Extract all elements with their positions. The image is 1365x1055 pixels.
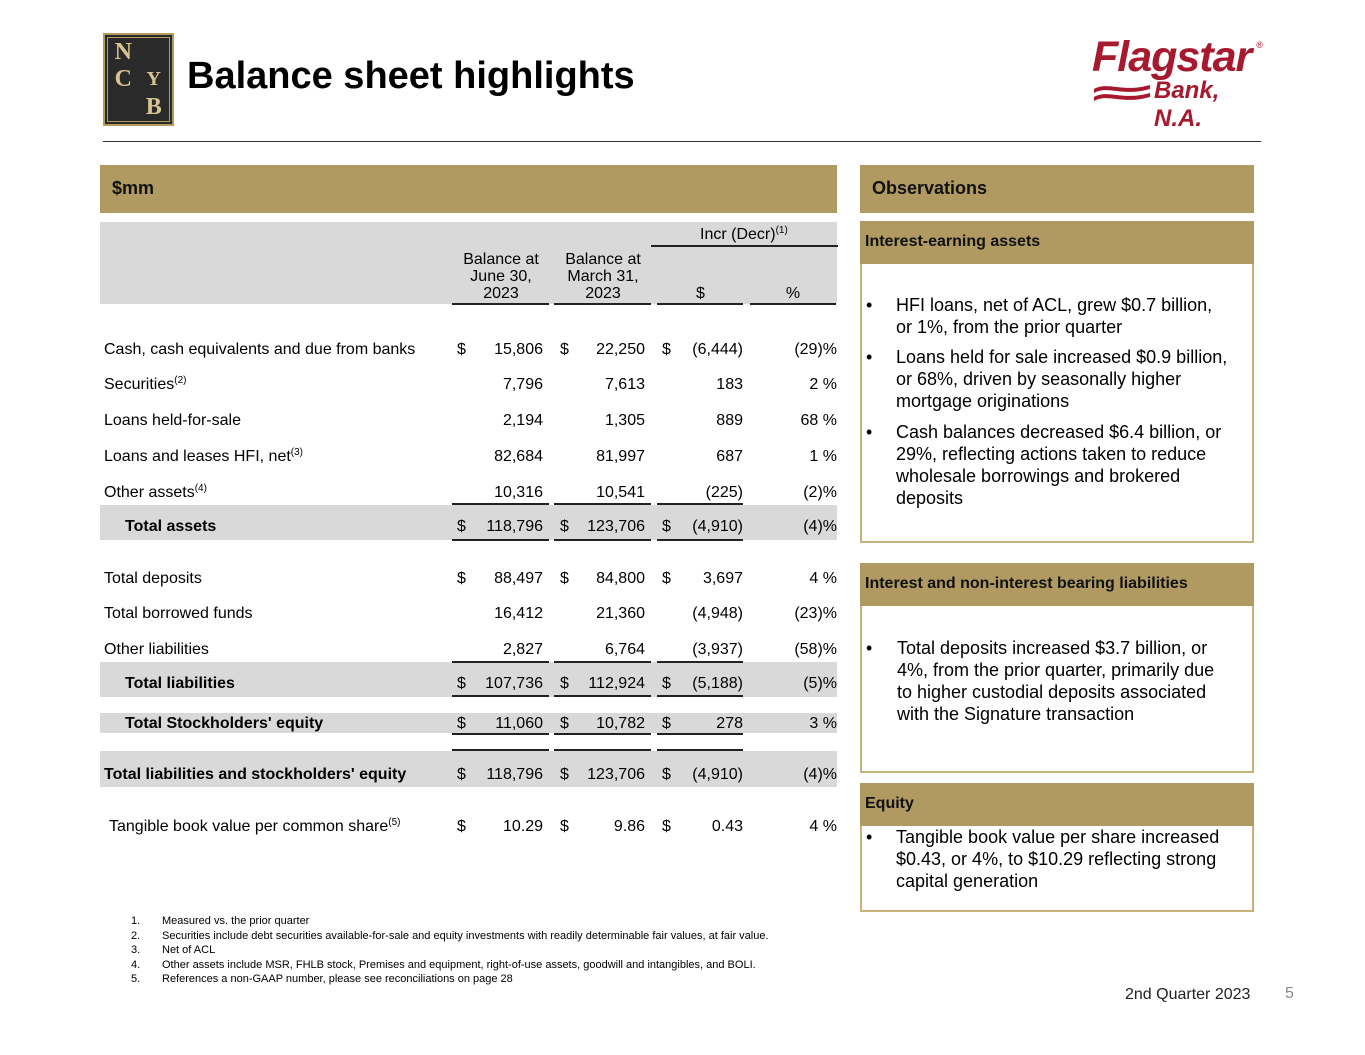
header-underline xyxy=(750,303,836,305)
currency-symbol: $ xyxy=(457,818,466,835)
page-title: Balance sheet highlights xyxy=(187,55,635,97)
nycb-logo-letter: B xyxy=(145,94,162,121)
value-percent: 68 % xyxy=(800,412,837,429)
currency-symbol: $ xyxy=(662,341,671,358)
value-june: 107,736 xyxy=(485,675,543,692)
row-underline xyxy=(554,695,651,697)
currency-symbol: $ xyxy=(457,766,466,783)
footnote-text: Measured vs. the prior quarter xyxy=(162,915,310,927)
value-march: 10,782 xyxy=(596,715,645,732)
value-change: 0.43 xyxy=(711,818,743,835)
value-june: 15,806 xyxy=(494,341,543,358)
bullet-text: Tangible book value per share increased $0.43, or 4%, to $10.29 reflecting strong capital generation xyxy=(896,827,1220,891)
row-label: Total deposits xyxy=(104,570,202,587)
value-percent: (29)% xyxy=(794,341,837,358)
header-underline xyxy=(651,245,838,247)
row-underline xyxy=(554,661,651,663)
bullet-dot: • xyxy=(866,827,873,847)
row-underline xyxy=(554,503,651,505)
currency-symbol: $ xyxy=(560,570,569,587)
value-march: 6,764 xyxy=(604,641,645,658)
value-march: 21,360 xyxy=(596,605,645,622)
row-underline xyxy=(657,539,743,541)
value-march: 81,997 xyxy=(596,448,645,465)
flag-wave-icon xyxy=(1092,79,1152,105)
row-label: Total Stockholders' equity xyxy=(125,715,324,732)
row-underline xyxy=(452,749,549,751)
row-label: Tangible book value per common share$^{(5)}$ xyxy=(109,817,401,835)
column-header-june: Balance at June 30, 2023 xyxy=(463,251,539,302)
value-june: 10,316 xyxy=(494,484,543,501)
currency-symbol: $ xyxy=(457,715,466,732)
value-june: 88,497 xyxy=(494,570,543,587)
row-label: Total borrowed funds xyxy=(104,605,253,622)
value-march: 1,305 xyxy=(604,412,645,429)
currency-symbol: $ xyxy=(560,518,569,535)
row-underline xyxy=(452,695,549,697)
nycb-logo-letter: N xyxy=(114,38,132,65)
currency-symbol: $ xyxy=(662,570,671,587)
value-percent: (58)% xyxy=(794,641,837,658)
bullet-dot: • xyxy=(866,295,873,315)
nycb-logo-letter: Y xyxy=(146,68,161,91)
value-march: 22,250 xyxy=(596,341,645,358)
footnote-ref: (2) xyxy=(174,375,187,386)
value-change: (4,910) xyxy=(692,766,743,783)
value-march: 9.86 xyxy=(613,818,645,835)
header-divider xyxy=(103,141,1261,142)
row-underline xyxy=(554,733,651,735)
value-change: 889 xyxy=(716,412,743,429)
footnote-number: 4. xyxy=(131,958,141,971)
bullet-text: Total deposits increased $3.7 billion, or 4%, from the prior quarter, primarily due to higher custodial deposits associated with the Signature transaction xyxy=(897,638,1215,724)
value-change: 278 xyxy=(716,715,743,732)
footnote-text: Other assets include MSR, FHLB stock, Premises and equipment, right-of-use assets, goodwill and intangibles, and BOLI. xyxy=(162,958,756,971)
currency-symbol: $ xyxy=(560,818,569,835)
row-underline xyxy=(554,749,651,751)
value-change: 183 xyxy=(716,376,743,393)
incr-decr-header: Incr (Decr)$^{(1)}$ xyxy=(700,225,788,243)
value-percent: 3 % xyxy=(809,715,837,732)
row-underline xyxy=(657,695,743,697)
currency-symbol: $ xyxy=(457,518,466,535)
obs-heading-equity: Equity xyxy=(860,783,1254,826)
currency-symbol: $ xyxy=(662,518,671,535)
row-label: Other liabilities xyxy=(104,641,209,658)
row-label: Other assets$^{(4)}$ xyxy=(104,483,207,501)
value-march: 84,800 xyxy=(596,570,645,587)
bullet-dot: • xyxy=(866,422,873,442)
value-change: (4,948) xyxy=(692,605,743,622)
row-label: Loans held-for-sale xyxy=(104,412,241,429)
page-number: 5 xyxy=(1285,985,1294,1002)
value-march: 123,706 xyxy=(587,766,645,783)
flagstar-subtitle: Bank, N.A. xyxy=(1154,77,1220,132)
nycb-logo xyxy=(103,33,174,126)
row-label: Cash, cash equivalents and due from banks xyxy=(104,341,416,358)
footnote-text: References a non-GAAP number, please see reconciliations on page 28 xyxy=(162,973,513,985)
value-percent: (2)% xyxy=(803,484,837,501)
value-change: 3,697 xyxy=(702,570,743,587)
bullet-dot: • xyxy=(866,347,873,367)
row-label: Total liabilities and stockholders' equity xyxy=(104,766,407,783)
obs-heading-interest-earning-assets: Interest-earning assets xyxy=(860,221,1254,264)
registered-mark: ® xyxy=(1256,40,1263,50)
currency-symbol: $ xyxy=(560,341,569,358)
row-label: Loans and leases HFI, net$^{(3)}$ xyxy=(104,447,304,465)
value-june: 118,796 xyxy=(486,766,543,783)
currency-symbol: $ xyxy=(457,341,466,358)
value-change: (4,910) xyxy=(692,518,743,535)
row-underline xyxy=(452,539,549,541)
flagstar-logo xyxy=(1090,33,1265,132)
value-change: (3,937) xyxy=(692,641,743,658)
currency-symbol: $ xyxy=(560,675,569,692)
value-percent: 1 % xyxy=(809,448,837,465)
value-june: 2,827 xyxy=(502,641,543,658)
currency-symbol: $ xyxy=(560,766,569,783)
value-change: (6,444) xyxy=(692,341,743,358)
currency-symbol: $ xyxy=(662,675,671,692)
value-percent: (23)% xyxy=(794,605,837,622)
column-header-percent: % xyxy=(785,285,801,302)
row-underline xyxy=(657,503,743,505)
value-percent: 4 % xyxy=(809,570,837,587)
value-june: 82,684 xyxy=(494,448,543,465)
currency-symbol: $ xyxy=(662,766,671,783)
header-underline xyxy=(554,303,651,305)
currency-symbol: $ xyxy=(662,715,671,732)
obs-heading-liabilities: Interest and non-interest bearing liabilities xyxy=(860,563,1254,606)
value-june: 11,060 xyxy=(495,715,543,732)
table-section-header: $mm xyxy=(100,165,837,213)
value-change: (5,188) xyxy=(692,675,743,692)
column-header-march: Balance at March 31, 2023 xyxy=(565,251,641,302)
bullet-text: Cash balances decreased $6.4 billion, or 29%, reflecting actions taken to reduce wholesale borrowings and brokered deposits xyxy=(896,422,1222,508)
value-percent: (5)% xyxy=(803,675,837,692)
footnote-ref: (4) xyxy=(194,483,207,494)
value-march: 123,706 xyxy=(587,518,645,535)
currency-symbol: $ xyxy=(560,715,569,732)
currency-symbol: $ xyxy=(457,570,466,587)
bullet-text: Loans held for sale increased $0.9 billion, or 68%, driven by seasonally higher mortgage originations xyxy=(896,347,1228,411)
column-header-dollar: $ xyxy=(696,285,705,302)
row-underline xyxy=(657,733,743,735)
footnote-text: Net of ACL xyxy=(162,944,216,956)
value-march: 10,541 xyxy=(596,484,645,501)
row-underline xyxy=(657,749,743,751)
value-change: 687 xyxy=(716,448,743,465)
footnote-number: 5. xyxy=(131,973,141,985)
header-underline xyxy=(452,303,549,305)
nycb-logo-letter: C xyxy=(114,66,132,93)
bullet-text: HFI loans, net of ACL, grew $0.7 billion, or 1%, from the prior quarter xyxy=(896,295,1213,337)
row-label: Securities$^{(2)}$ xyxy=(104,375,187,393)
value-percent: 2 % xyxy=(809,376,837,393)
value-june: 118,796 xyxy=(486,518,543,535)
currency-symbol: $ xyxy=(662,818,671,835)
value-change: (225) xyxy=(705,484,743,501)
row-label: Total liabilities xyxy=(125,675,235,692)
footnote-number: 2. xyxy=(131,929,141,942)
value-june: 10.29 xyxy=(502,818,543,835)
row-underline xyxy=(452,503,549,505)
value-percent: (4)% xyxy=(803,766,837,783)
row-underline xyxy=(657,661,743,663)
row-underline xyxy=(554,539,651,541)
footnote-text: Securities include debt securities available-for-sale and equity investments with readily determinable fair values, at fair value. xyxy=(162,929,769,942)
row-underline xyxy=(452,661,549,663)
row-label: Total assets xyxy=(125,518,217,535)
observations-header: Observations xyxy=(860,165,1254,213)
bullet-dot: • xyxy=(866,638,873,658)
footnote-number: 3. xyxy=(131,944,141,956)
footnote-ref: (5) xyxy=(388,817,401,828)
footer-quarter: 2nd Quarter 2023 xyxy=(1125,986,1251,1003)
header-underline xyxy=(657,303,743,305)
value-march: 112,924 xyxy=(588,675,645,692)
value-june: 2,194 xyxy=(502,412,543,429)
footnote-ref: (3) xyxy=(290,447,304,458)
value-june: 7,796 xyxy=(502,376,543,393)
value-march: 7,613 xyxy=(604,376,645,393)
row-underline xyxy=(452,733,549,735)
value-percent: 4 % xyxy=(809,818,837,835)
flagstar-brand-name: Flagstar xyxy=(1092,33,1252,81)
value-percent: (4)% xyxy=(803,518,837,535)
footnote-number: 1. xyxy=(131,915,141,927)
currency-symbol: $ xyxy=(457,675,466,692)
value-june: 16,412 xyxy=(494,605,543,622)
